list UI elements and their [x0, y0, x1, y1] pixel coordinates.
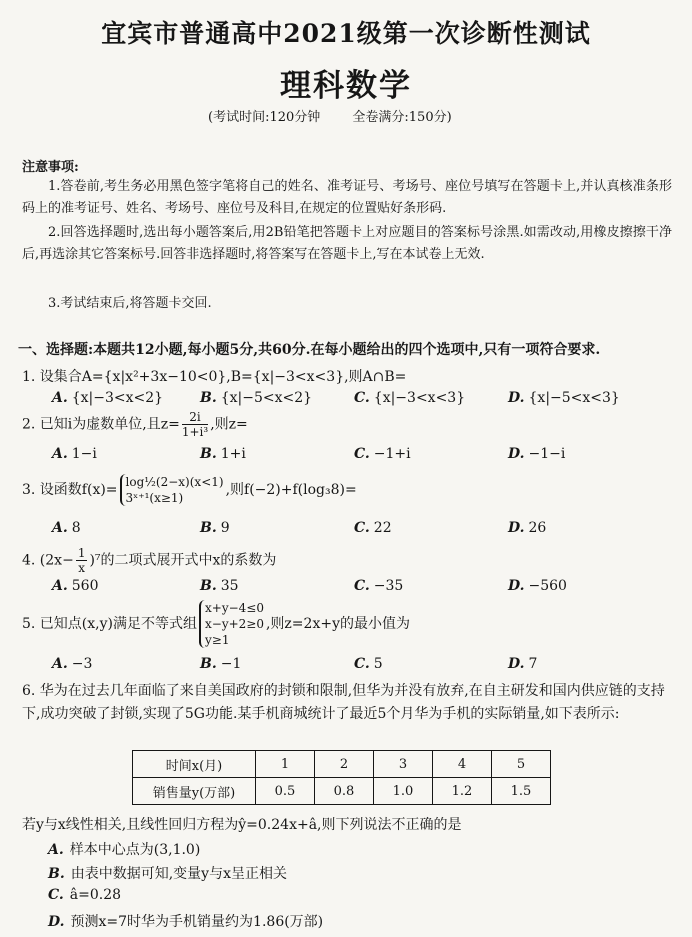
option-text: 9: [220, 520, 230, 536]
option-key: B.: [200, 390, 217, 406]
question-4-stem: [22, 546, 276, 575]
fraction-denominator: x: [78, 561, 86, 575]
question-1-option-a: [52, 390, 163, 406]
table-cell: 5: [492, 751, 551, 778]
table-cell: 0.8: [315, 778, 374, 805]
option-key: D.: [508, 520, 525, 536]
option-key: A.: [52, 656, 68, 672]
subject-title: 理科数学: [280, 68, 412, 104]
option-text: 1+i: [220, 446, 246, 462]
question-2-stem: [22, 410, 248, 439]
exam-title: 宜宾市普通高中2021级第一次诊断性测试: [101, 19, 591, 48]
option-key: A.: [52, 520, 68, 536]
question-5-stem: [22, 600, 410, 648]
question-1-options: [52, 390, 672, 410]
table-cell: 1.2: [433, 778, 492, 805]
question-4-fraction: [76, 546, 88, 575]
option-text: 由表中数据可知,变量y与x呈正相关: [70, 866, 287, 882]
option-text: 样本中心点为(3,1.0): [69, 842, 201, 858]
option-text: {x|−5<x<3}: [528, 390, 620, 406]
option-key: A.: [52, 578, 68, 594]
option-text: 5: [373, 656, 383, 672]
table-cell: 1.5: [492, 778, 551, 805]
table-row: [133, 751, 551, 778]
option-key: D.: [508, 656, 525, 672]
question-5-option-c: [354, 656, 383, 672]
exam-time: (考试时间:120分钟: [208, 110, 321, 125]
option-text: {x|−3<x<2}: [71, 390, 164, 406]
question-4-option-c: [354, 578, 403, 594]
inequality-line-1: x+y−4≤0: [205, 601, 264, 615]
option-key: D.: [508, 390, 525, 406]
question-4-option-a: [52, 578, 98, 594]
option-key: B.: [200, 578, 217, 594]
question-3-option-d: [508, 520, 546, 536]
option-key: C.: [354, 578, 370, 594]
option-text: 35: [220, 578, 239, 594]
question-2-option-d: [508, 446, 565, 462]
question-2-fraction: [182, 410, 208, 439]
question-4-stem-post: )⁷的二项式展开式中x的系数为: [89, 552, 277, 569]
question-5-option-d: [508, 656, 537, 672]
option-text: 22: [373, 520, 392, 536]
inequality-line-2: x−y+2≥0: [205, 617, 264, 631]
question-3-option-a: [52, 520, 81, 536]
question-2-stem-post: ,则z=: [210, 416, 248, 433]
option-key: C.: [354, 656, 370, 672]
question-5-option-b: [200, 656, 241, 672]
question-1-option-d: [508, 390, 620, 406]
question-6-follow: 若y与x线性相关,且线性回归方程为ŷ=0.24x+â,则下列说法不正确的是: [22, 817, 462, 833]
question-4-option-b: [200, 578, 239, 594]
question-6-option-c: [48, 887, 121, 903]
option-text: 560: [71, 578, 99, 594]
option-text: {x|−5<x<2}: [220, 390, 313, 406]
option-text: 8: [71, 520, 81, 536]
question-2-stem-pre: 2. 已知i为虚数单位,且z=: [22, 416, 180, 433]
notice-item-3: 3.考试结束后,将答题卡交回.: [48, 296, 212, 311]
piecewise-case-2: 3ˣ⁺¹(x≥1): [125, 491, 184, 505]
option-text: −1+i: [373, 446, 411, 462]
question-4-options: [52, 578, 672, 598]
inequality-line-3: y≥1: [205, 633, 230, 647]
option-text: −35: [373, 578, 404, 594]
question-6-option-d: [48, 911, 323, 931]
exam-meta: [208, 106, 480, 125]
question-5-option-a: [52, 656, 92, 672]
option-text: 1−i: [71, 446, 97, 462]
question-2-options: [52, 446, 672, 466]
table-cell: 0.5: [256, 778, 315, 805]
question-5-stem-pre: 5. 已知点(x,y)满足不等式组: [22, 616, 197, 632]
option-key: D.: [48, 914, 65, 930]
table-row-header: 时间x(月): [133, 751, 256, 778]
option-text: {x|−3<x<3}: [373, 390, 466, 406]
question-6-option-a: [48, 839, 200, 859]
option-key: C.: [354, 390, 370, 406]
fraction-denominator: 1+i³: [181, 425, 209, 439]
fraction-numerator: 2i: [182, 410, 208, 425]
option-key: A.: [52, 390, 68, 406]
option-key: C.: [48, 887, 64, 903]
question-4-option-d: [508, 578, 567, 594]
option-text: 26: [528, 520, 547, 536]
option-text: −1−i: [528, 446, 566, 462]
option-text: 7: [528, 656, 538, 672]
table-row-header: 销售量y(万部): [133, 778, 256, 805]
question-5-options: [52, 656, 672, 676]
question-1-option-b: [200, 390, 312, 406]
question-6-option-b: [48, 863, 287, 883]
question-2-option-b: [200, 446, 246, 462]
question-4-stem-pre: 4. (2x−: [22, 552, 74, 569]
question-2-option-c: [354, 446, 411, 462]
table-cell: 3: [374, 751, 433, 778]
table-cell: 4: [433, 751, 492, 778]
question-5-inequality-system: [199, 600, 264, 648]
option-key: B.: [200, 656, 217, 672]
question-3-option-c: [354, 520, 392, 536]
question-3-option-b: [200, 520, 230, 536]
option-key: D.: [508, 578, 525, 594]
table-cell: 1: [256, 751, 315, 778]
option-text: â=0.28: [69, 887, 122, 903]
table-cell: 1.0: [374, 778, 433, 805]
notice-item-1: 1.答卷前,考生务必用黑色签字笔将自己的姓名、准考证号、考场号、座位号填写在答题卡上,并认真核准条形码上的准考证号、姓名、考场号、座位号及科目,在规定的位置贴好条形码.: [22, 179, 672, 216]
question-3-stem-post: ,则f(−2)+f(log₃8)=: [225, 482, 357, 498]
option-text: −3: [71, 656, 93, 672]
question-6-stem: 6. 华为在过去几年面临了来自美国政府的封锁和限制,但华为并没有放弃,在自主研发和国内供应链的支持下,成功突破了封锁,实现了5G功能.某手机商城统计了最近5个月华为手机的实际销量,如下表所示:: [22, 683, 665, 722]
option-key: A.: [52, 446, 68, 462]
table-cell: 2: [315, 751, 374, 778]
notice-heading: 注意事项:: [22, 160, 79, 175]
question-1-stem: 1. 设集合A={x|x²+3x−10<0},B={x|−3<x<3},则A∩B=: [22, 369, 407, 385]
question-3-options: [52, 520, 672, 540]
option-key: B.: [48, 866, 65, 882]
option-key: B.: [200, 446, 217, 462]
table-row: [133, 778, 551, 805]
option-key: C.: [354, 520, 370, 536]
notice-item-2: 2.回答选择题时,选出每小题答案后,用2B铅笔把答题卡上对应题目的答案标号涂黑.如需改动,用橡皮擦擦干净后,再选涂其它答案标号.回答非选择题时,将答案写在答题卡上,写在本试卷上无效.: [22, 225, 672, 262]
option-text: 预测x=7时华为手机销量约为1.86(万部): [70, 914, 324, 930]
question-5-stem-post: ,则z=2x+y的最小值为: [265, 616, 410, 632]
question-3-piecewise: [120, 474, 224, 506]
question-3-stem-pre: 3. 设函数f(x)=: [22, 482, 118, 498]
question-2-option-a: [52, 446, 97, 462]
section-one-heading: 一、选择题:本题共12小题,每小题5分,共60分.在每小题给出的四个选项中,只有一项符合要求.: [18, 342, 601, 358]
option-key: D.: [508, 446, 525, 462]
option-key: B.: [200, 520, 217, 536]
exam-score: 全卷满分:150分): [352, 110, 452, 125]
fraction-numerator: 1: [77, 546, 86, 560]
option-text: −560: [528, 578, 567, 594]
option-text: −1: [220, 656, 242, 672]
option-key: C.: [354, 446, 370, 462]
question-3-stem: [22, 474, 357, 506]
option-key: A.: [48, 842, 64, 858]
question-1-option-c: [354, 390, 465, 406]
piecewise-case-1: log½(2−x)(x<1): [125, 475, 224, 489]
sales-table: [132, 750, 551, 805]
